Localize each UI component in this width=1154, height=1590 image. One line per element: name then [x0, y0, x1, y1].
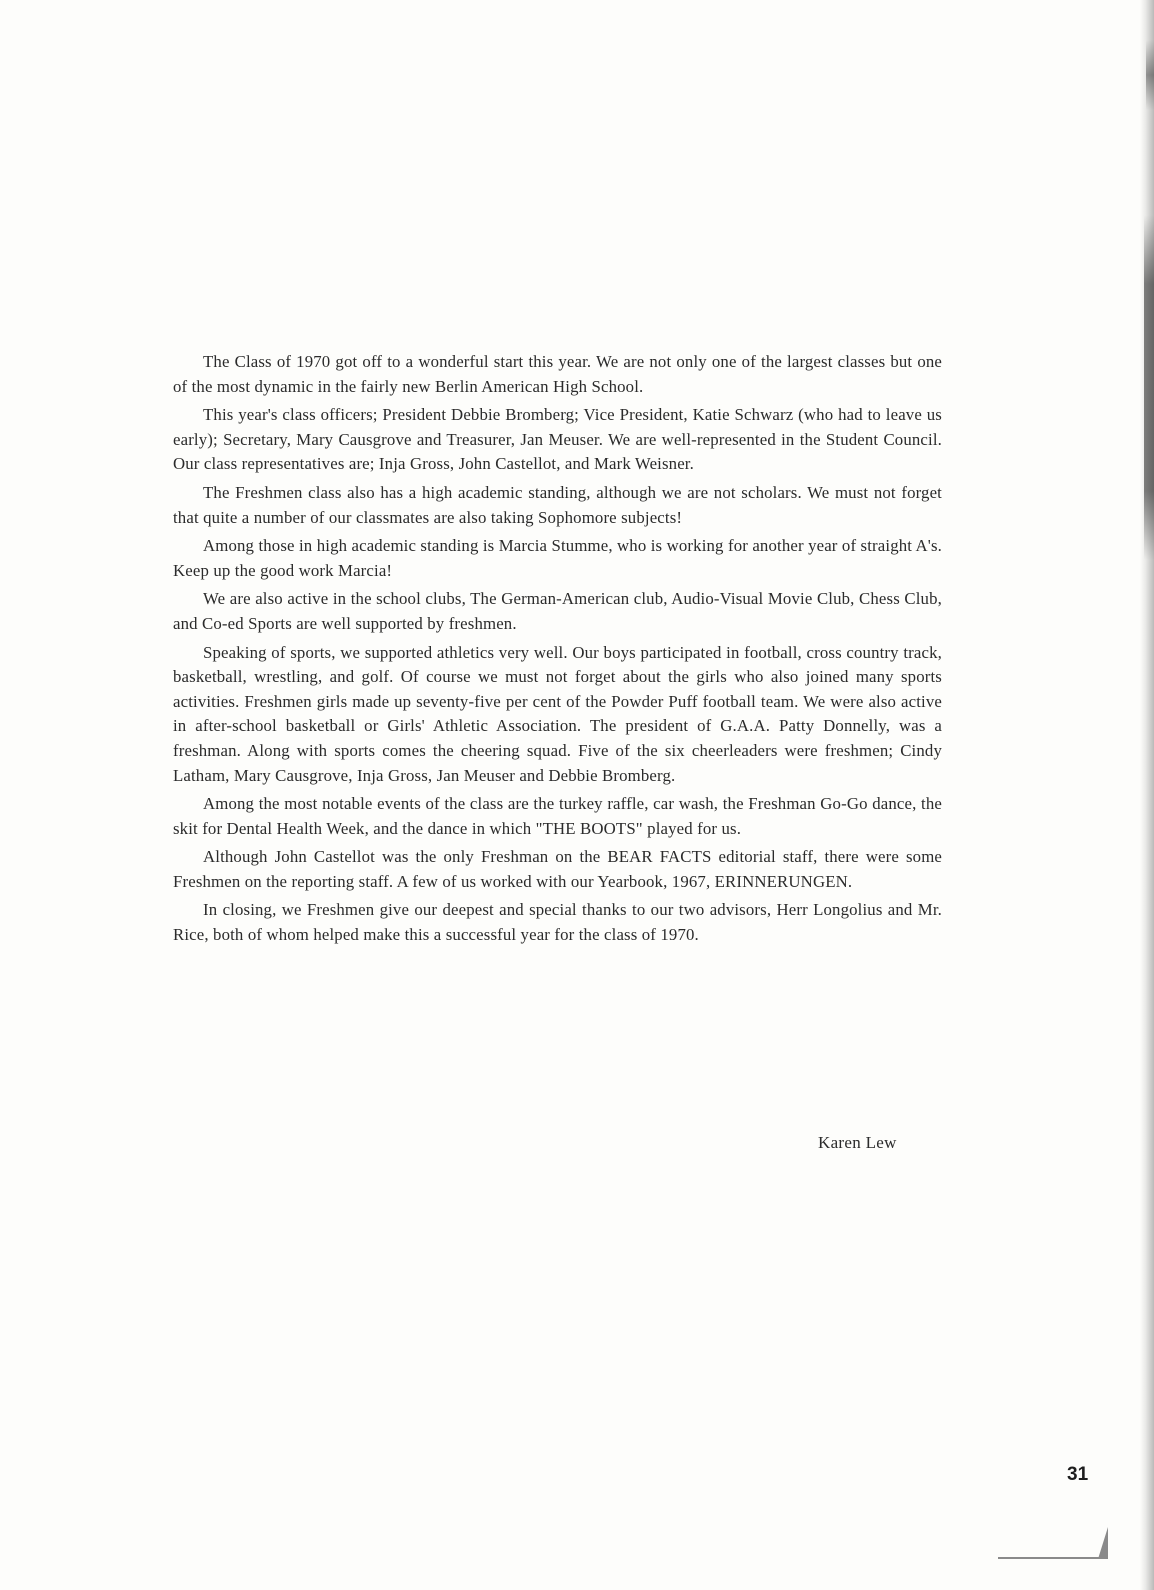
author-signature: Karen Lew [818, 1133, 897, 1152]
page-corner-rule [998, 1557, 1106, 1559]
paragraph-intro: The Class of 1970 got off to a wonderful start this year. We are not only one of the largest classes but one of the most dynamic in the fairly new Berlin American High School. [173, 352, 942, 396]
paragraph-events: Among the most notable events of the class are the turkey raffle, car wash, the Freshman Go-Go dance, the skit for Dental Health Week, and the dance in which "THE BOOTS" played for us. [173, 794, 942, 838]
paragraph-sports: Speaking of sports, we supported athletics very well. Our boys participated in football, cross country track, basketball, wrestling, and golf. Of course we must not forget about the girls who also joined many sports activities. Freshmen girls made up seventy-five per cent of the Powder Puff football team. We were also active in after-school basketball or Girls' Athletic Association. The president of G.A.A. Patty Donnelly, was a freshman. Along with sports comes the cheering squad. Five of the six cheerleaders were freshmen; Cindy Latham, Mary Causgrove, Inja Gross, Jan Meuser and Debbie Bromberg. [173, 642, 942, 785]
binding-mark [1144, 215, 1154, 560]
paragraph-closing: In closing, we Freshmen give our deepest and special thanks to our two advisors, Herr Longolius and Mr. Rice, both of whom helped make this a successful year for the class of 1970. [173, 900, 942, 945]
freshman-class-article [173, 350, 942, 952]
paragraph-academics: The Freshmen class also has a high academic standing, although we are not scholars. We must not forget that quite a number of our classmates are also taking Sophomore subjects! [173, 482, 942, 527]
paragraph-publications: Although John Castellot was the only Freshman on the BEAR FACTS editorial staff, there were some Freshmen on the reporting staff. A few of us worked with our Yearbook, 1967, ERINNERUNGEN. [173, 847, 942, 891]
page-number: 31 [1067, 1464, 1089, 1485]
paragraph-clubs: We are also active in the school clubs, The German-American club, Audio-Visual Movie Club, Chess Club, and Co-ed Sports are well supported by freshmen. [173, 589, 942, 633]
paragraph-officers: This year's class officers; President Debbie Bromberg; Vice President, Katie Schwarz (who had to leave us early); Secretary, Mary Causgrove and Treasurer, Jan Meuser. We are well-represented in the Student Council. Our class representatives are; Inja Gross, John Castellot, and Mark Weisner. [173, 405, 942, 474]
paragraph-honor-student: Among those in high academic standing is Marcia Stumme, who is working for another year of straight A's. Keep up the good work Marcia! [173, 536, 942, 580]
page-corner-mark [1098, 1527, 1108, 1559]
binding-mark [1146, 40, 1154, 110]
